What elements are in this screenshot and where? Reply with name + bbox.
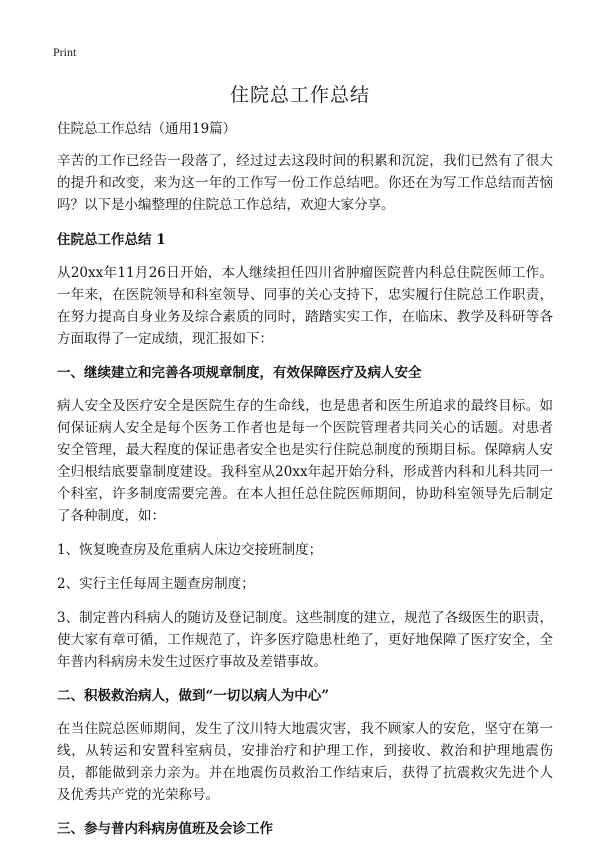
list-item-3: 3、制定普内科病人的随访及登记制度。这些制度的建立，规范了各级医生的职责，使大家有章可循，工作规范了，许多医疗隐患杜绝了，更好地保障了医疗安全，全年普内科病房未发生过医疗事故及差错事故。 bbox=[57, 610, 553, 670]
document-body bbox=[57, 118, 553, 851]
paragraph-2: 在当住院总医师期间，发生了汶川特大地震灾害，我不顾家人的安危，坚守在第一线，从转运和安置科室病员，安排治疗和护理工作，到接收、救治和护理地震伤员，都能做到亲力亲为。并在地震伤员救治工作结束后，获得了抗震救灾先进个人及优秀共产党的光荣称号。 bbox=[57, 721, 553, 803]
heading-2: 二、积极救治病人，做到“一切以病人为中心” bbox=[57, 688, 330, 704]
section-title: 住院总工作总结 1 bbox=[57, 232, 166, 248]
heading-3: 三、参与普内科病房值班及会诊工作 bbox=[57, 821, 273, 837]
document-subtitle: 住院总工作总结（通用19篇） bbox=[57, 121, 237, 137]
paragraph-1: 病人安全及医疗安全是医院生存的生命线，也是患者和医生所追求的最终目标。如何保证病人安全是每个医务工作者也是每一个医院管理者共同关心的话题。对患者安全管理，最大程度的保证患者安全也是实行住院总制度的预期目标。保障病人安全归根结底要靠制度建设。我科室从20xx年起开始分科，形成普内科和儿科共同一个科室，许多制度需要完善。在本人担任总住院医师期间，协助科室领导先后制定了各种制度，如： bbox=[57, 398, 553, 524]
print-link[interactable]: Print bbox=[53, 45, 77, 59]
list-item-1: 1、恢复晚查房及危重病人床边交接班制度； bbox=[57, 542, 323, 558]
section-intro-paragraph: 从20xx年11月26日开始，本人继续担任四川省肿瘤医院普内科总住院医师工作。一年来，在医院领导和科室领导、同事的关心支持下，忠实履行住院总工作职责，在努力提高自身业务及综合素质的同时，踏踏实实工作，在临床、教学及科研等各方面取得了一定成绩，现汇报如下： bbox=[57, 265, 553, 347]
list-item-2: 2、实行主任每周主题查房制度； bbox=[57, 576, 255, 592]
intro-paragraph: 辛苦的工作已经告一段落了，经过过去这段时间的积累和沉淀，我们已然有了很大的提升和改变，来为这一年的工作写一份工作总结吧。你还在为写工作总结而苦恼吗？以下是小编整理的住院总工作总结，欢迎大家分享。 bbox=[57, 153, 553, 213]
heading-1: 一、继续建立和完善各项规章制度，有效保障医疗及病人安全 bbox=[57, 365, 422, 381]
page-title: 住院总工作总结 bbox=[229, 84, 370, 106]
